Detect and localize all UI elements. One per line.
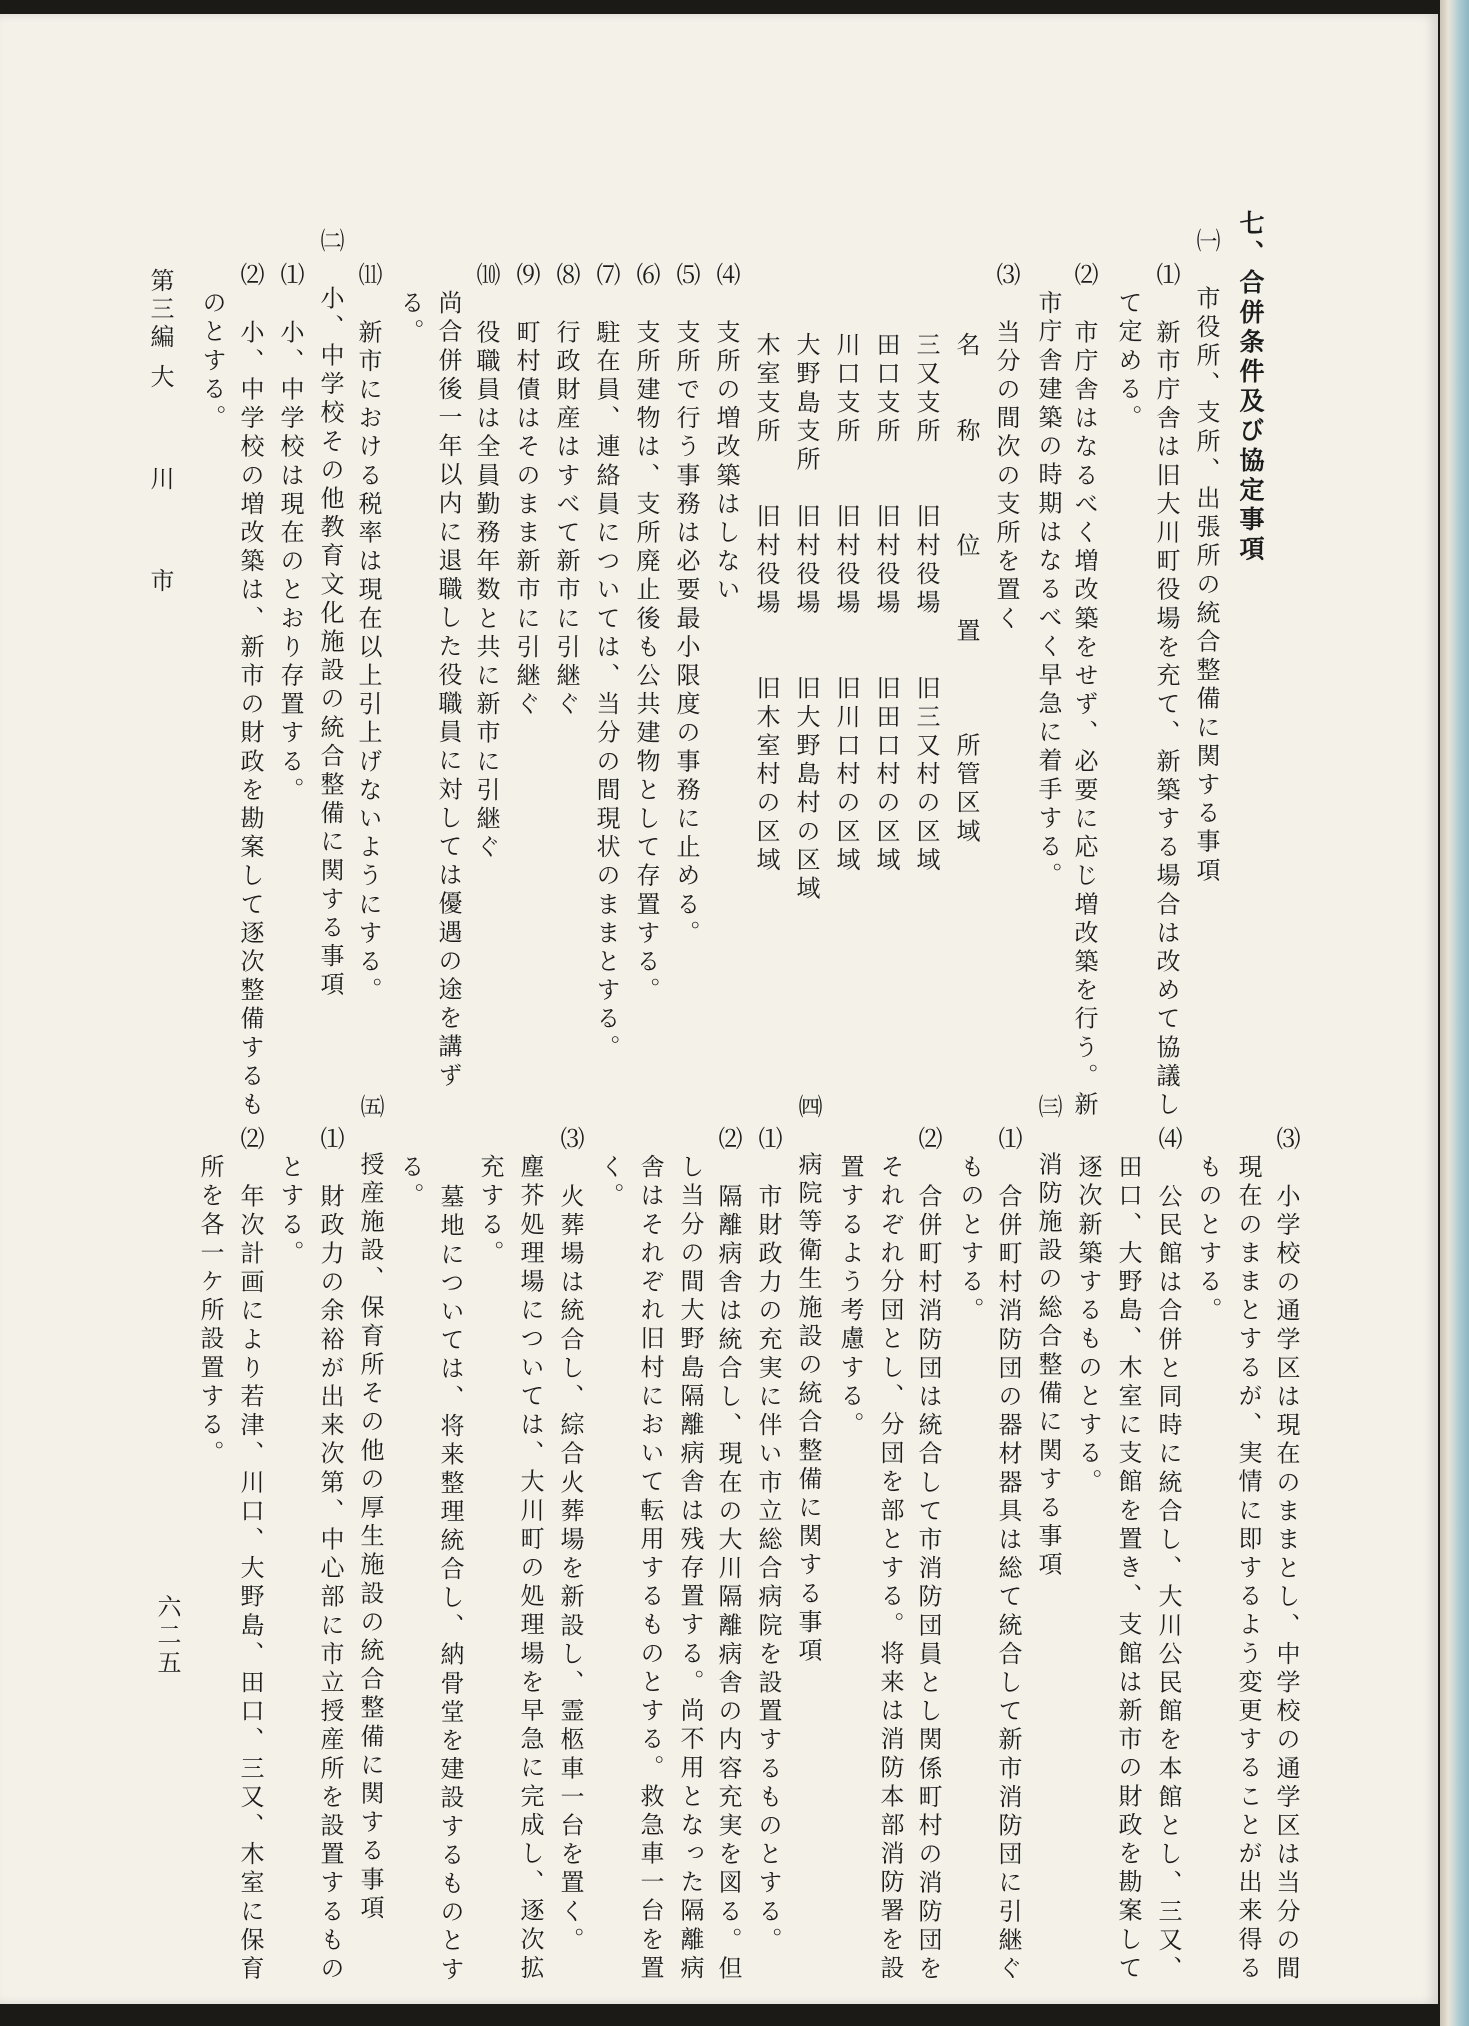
footer-town: 大 川 市: [146, 364, 174, 602]
table-row: 木室支所 旧村役場 旧木室村の区域: [752, 332, 780, 876]
text-line: ㈣ 病院等衛生施設の統合整備に関する事項: [794, 1094, 822, 1666]
section-heading: 七、合併条件及び協定事項: [1236, 210, 1265, 566]
text-line: 市庁舎建築の時期はなるべく早急に着手する。: [1034, 290, 1062, 891]
text-line: ⑴ 新市庁舎は旧大川町役場を充て、新築する場合は改めて協議し: [1152, 262, 1180, 1120]
text-line: ⑺ 駐在員、連絡員については、当分の間現状のままとする。: [592, 262, 620, 1063]
text-line: ものとする。: [956, 1154, 984, 1326]
text-line: ⑶ 火葬場は統合し、綜合火葬場を新設し、霊柩車一台を置く。: [556, 1126, 584, 1956]
text-line: ⑵ 年次計画により若津、川口、大野島、田口、三又、木室に保育: [236, 1126, 264, 1984]
text-line: のとする。: [198, 290, 226, 433]
text-line: ㈢ 消防施設の総合整備に関する事項: [1034, 1094, 1062, 1581]
text-line: ⑼ 町村債はそのまま新市に引継ぐ: [512, 262, 540, 720]
text-line: ⑵ 小、中学校の増改築は、新市の財政を勘案して逐次整備するも: [236, 262, 264, 1120]
text-line: ⑻ 行政財産はすべて新市に引継ぐ: [552, 262, 580, 720]
text-line: 尚合併後一年以内に退職した役職員に対しては優遇の途を講ず: [434, 290, 462, 1091]
page-number: 六二五: [153, 1594, 181, 1678]
text-line: 舎はそれぞれ旧村において転用するものとする。救急車一台を置: [636, 1154, 664, 1984]
text-line: ⑾ 新市における税率は現在以上引上げないようにする。: [354, 262, 382, 1006]
text-line: 現在のままとするが、実情に即するよう変更することが出来得る: [1234, 1154, 1262, 1984]
text-line: ⑵ 市庁舎はなるべく増改築をせず、必要に応じ増改築を行う。新: [1070, 262, 1098, 1120]
text-line: とする。: [276, 1154, 304, 1269]
text-line: それぞれ分団とし、分団を部とする。将来は消防本部消防署を設: [876, 1154, 904, 1984]
text-line: ⑷ 公民館は合併と同時に統合し、大川公民館を本館とし、三又、: [1154, 1126, 1182, 1984]
table-row: 名 称 位 置 所管区域: [952, 332, 980, 847]
table-row: 大野島支所 旧村役場 旧大野島村の区域: [792, 332, 820, 904]
text-line: 充する。: [476, 1154, 504, 1269]
text-line: ⑴ 市財政力の充実に伴い市立総合病院を設置するものとする。: [754, 1126, 782, 1956]
text-line: る。: [396, 290, 424, 348]
text-line: ㈡ 小、中学校その他教育文化施設の統合整備に関する事項: [316, 228, 344, 1001]
text-line: ⑴ 合併町村消防団の器材器具は総て統合して新市消防団に引継ぐ: [994, 1126, 1022, 1984]
text-line: 逐次新築するものとする。: [1074, 1154, 1102, 1498]
text-line: ⑽ 役職員は全員勤務年数と共に新市に引継ぐ: [472, 262, 500, 863]
book-edge: [1440, 0, 1469, 2026]
text-line: て定める。: [1114, 290, 1142, 433]
text-line: ㈠ 市役所、支所、出張所の統合整備に関する事項: [1192, 228, 1220, 886]
text-line: る。: [396, 1154, 424, 1212]
text-line: ⑵ 合併町村消防団は統合して市消防団員とし関係町村の消防団を: [914, 1126, 942, 1984]
text-line: ⑵ 隔離病舎は統合し、現在の大川隔離病舎の内容充実を図る。但: [714, 1126, 742, 1984]
text-line: 田口、大野島、木室に支館を置き、支館は新市の財政を勘案して: [1114, 1154, 1142, 1984]
text-line: ⑶ 小学校の通学区は現在のままとし、中学校の通学区は当分の間: [1272, 1126, 1300, 1984]
text-line: ⑶ 当分の間次の支所を置く: [992, 262, 1020, 634]
text-line: ⑴ 財政力の余裕が出来次第、中心部に市立授産所を設置するもの: [316, 1126, 344, 1984]
text-line: 所を各一ケ所設置する。: [196, 1154, 224, 1469]
text-line: 墓地については、将来整理統合し、納骨堂を建設するものとす: [436, 1184, 464, 1985]
paper-sheet: [0, 14, 1438, 2004]
text-line: ⑷ 支所の増改築はしない: [712, 262, 740, 606]
table-row: 三又支所 旧村役場 旧三又村の区域: [912, 332, 940, 876]
text-line: ⑹ 支所建物は、支所廃止後も公共建物として存置する。: [632, 262, 660, 1006]
footer-part: 第三編: [146, 268, 174, 352]
table-row: 川口支所 旧村役場 旧川口村の区域: [832, 332, 860, 876]
text-line: ㈤ 授産施設、保育所その他の厚生施設の統合整備に関する事項: [356, 1094, 384, 1924]
text-line: 塵芥処理場については、大川町の処理場を早急に完成し、逐次拡: [516, 1154, 544, 1984]
text-line: ものとする。: [1194, 1154, 1222, 1326]
text-line: し当分の間大野島隔離病舎は残存置する。尚不用となった隔離病: [676, 1154, 704, 1984]
text-line: く。: [596, 1154, 624, 1212]
table-row: 田口支所 旧村役場 旧田口村の区域: [872, 332, 900, 876]
text-line: 置するよう考慮する。: [836, 1154, 864, 1440]
text-line: ⑴ 小、中学校は現在のとおり存置する。: [276, 262, 304, 806]
text-line: ⑸ 支所で行う事務は必要最小限度の事務に止める。: [672, 262, 700, 949]
